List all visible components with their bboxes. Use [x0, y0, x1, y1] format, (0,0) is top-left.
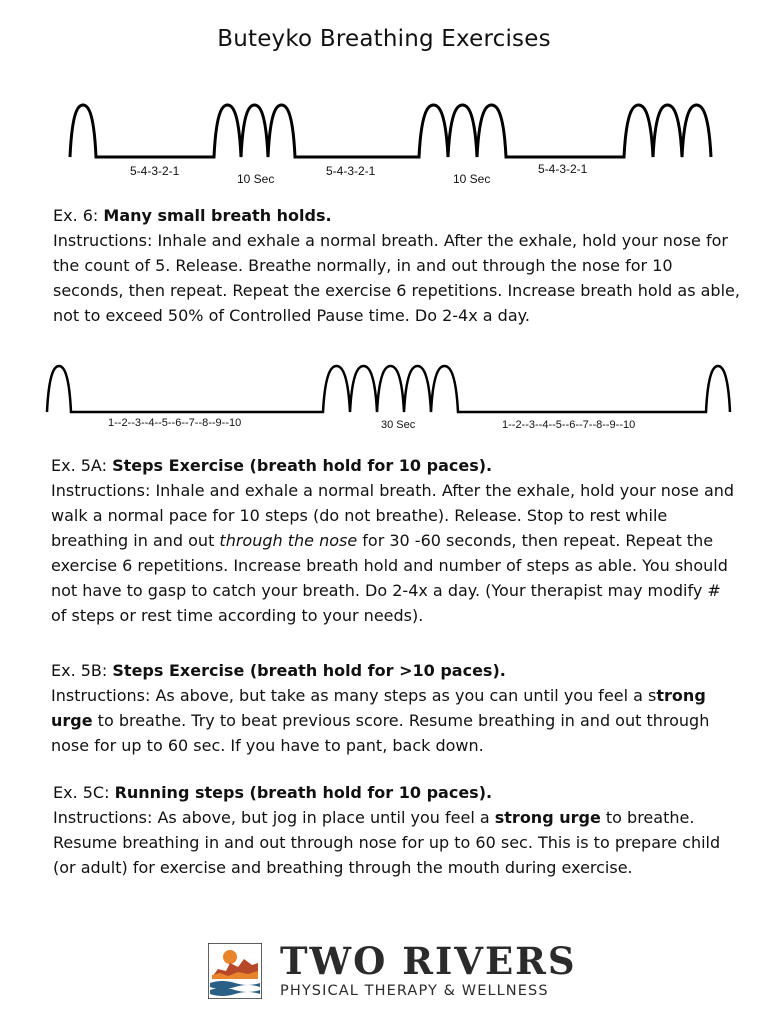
diagram2-label-3: 1--2--3--4--5--6--7--8--9--10 [502, 419, 636, 431]
exercise-5a-text-2: for 30 -60 seconds, then repeat. Repeat the exercise 6 repetitions. Increase breath hold and number of steps as able. You should not have to gasp to catch your breath. Do 2-4x a day. (Your therapist may modify # of steps or rest time according to your needs). [51, 531, 728, 625]
diagram1-label-3: 5-4-3-2-1 [326, 164, 376, 178]
breath-waveform-2 [45, 355, 735, 420]
breath-waveform-1 [60, 95, 720, 165]
page-title: Buteyko Breathing Exercises [217, 26, 551, 52]
exercise-5b-text-2: to breathe. Try to beat previous score. Resume breathing in and out through nose for up to 60 sec. If you have to pant, back down. [51, 711, 710, 755]
diagram1-label-2: 10 Sec [237, 172, 275, 186]
exercise-6 [53, 203, 743, 328]
exercise-6-instructions: Instructions: Inhale and exhale a normal breath. After the exhale, hold your nose for the count of 5. Release. Breathe normally, in and out through the nose for 10 seconds, then repeat. Repeat the exercise 6 repetitions. Increase breath hold as able, not to exceed 50% of Controlled Pause time. Do 2-4x a day. [53, 231, 740, 325]
exercise-5a-heading: Steps Exercise (breath hold for 10 paces). [112, 456, 493, 475]
exercise-5a-instructions [51, 478, 741, 628]
logo-name: TWO RIVERS [280, 939, 577, 983]
diagram1-label-4: 10 Sec [453, 172, 491, 186]
exercise-5b-text-bold: trong urge [51, 686, 706, 730]
breathing-diagram-1 [60, 95, 720, 165]
diagram2-label-1: 1--2--3--4--5--6--7--8--9--10 [108, 417, 242, 429]
two-rivers-logo-icon [208, 943, 262, 999]
company-logo [208, 939, 578, 1003]
logo-subtitle: PHYSICAL THERAPY & WELLNESS [280, 983, 549, 999]
diagram1-label-5: 5-4-3-2-1 [538, 162, 588, 176]
exercise-5b-text-1: Instructions: As above, but take as many steps as you can until you feel a s [51, 686, 657, 705]
exercise-5c-heading: Running steps (breath hold for 10 paces). [114, 783, 493, 802]
exercise-6-heading: Many small breath holds. [103, 206, 332, 225]
exercise-5b-instructions [51, 683, 741, 758]
exercise-5a-text-1: Instructions: Inhale and exhale a normal breath. After the exhale, hold your nose and walk a normal pace for 10 steps (do not breathe). Release. Stop to rest while breathing in and out [51, 481, 735, 550]
exercise-5c-instructions [53, 805, 743, 880]
exercise-5c-text-bold: strong urge [494, 808, 601, 827]
diagram1-label-1: 5-4-3-2-1 [130, 164, 180, 178]
exercise-5c-text-1: Instructions: As above, but jog in place until you feel a [53, 808, 495, 827]
exercise-5a-prefix: Ex. 5A: [51, 456, 113, 475]
exercise-5b-prefix: Ex. 5B: [51, 661, 113, 680]
exercise-5b-heading: Steps Exercise (breath hold for >10 paces). [112, 661, 506, 680]
exercise-5a-text-italic: through the nose [219, 531, 358, 550]
exercise-5b [51, 658, 741, 758]
breathing-diagram-2 [45, 355, 735, 420]
exercise-5c-text-2: to breathe. Resume breathing in and out through nose for up to 60 sec. This is to prepare child (or adult) for exercise and breathing through the mouth during exercise. [53, 808, 721, 877]
exercise-6-prefix: Ex. 6: [53, 206, 104, 225]
exercise-5a [51, 453, 741, 628]
diagram2-label-2: 30 Sec [381, 419, 416, 431]
exercise-5c-prefix: Ex. 5C: [53, 783, 115, 802]
exercise-5c [53, 780, 743, 880]
